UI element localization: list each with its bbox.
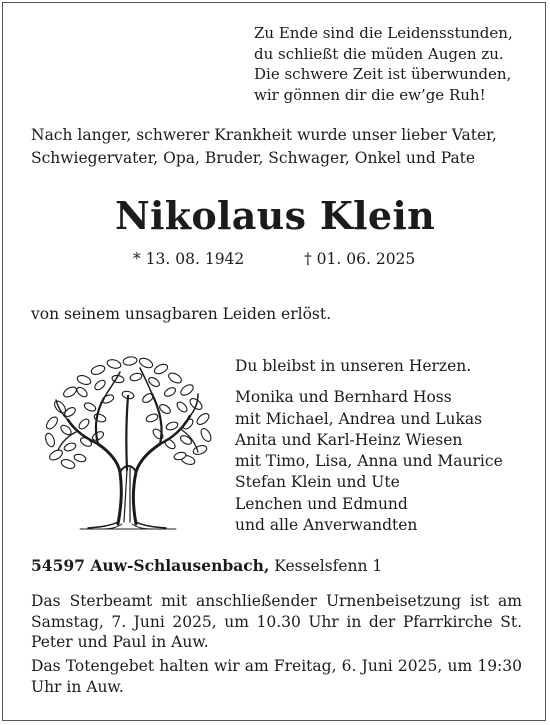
mourner-line: Anita und Karl-Heinz Wiesen <box>235 430 463 449</box>
mourner-line: Monika und Bernhard Hoss <box>235 388 452 407</box>
service-info <box>31 591 522 701</box>
poem-line: du schließt die müden Augen zu. <box>254 44 504 63</box>
intro-line: Nach langer, schwerer Krankheit wurde unser lieber Vater, <box>31 126 497 144</box>
intro-line: Schwiegervater, Opa, Bruder, Schwager, Onkel und Pate <box>31 149 476 167</box>
address-place: 54597 Auw-Schlausenbach, <box>31 556 270 575</box>
mourners-list <box>235 356 535 536</box>
intro-text <box>31 124 531 170</box>
prayer-service-text: Das Totengebet halten wir am Freitag, 6. Juni 2025, um 19:30 Uhr in Auw. <box>31 657 522 696</box>
address-street: Kesselsfenn 1 <box>274 557 383 575</box>
birth-date: * 13. 08. 1942 <box>133 250 245 268</box>
motto: Du bleibst in unseren Herzen. <box>235 357 472 375</box>
mourner-line: Stefan Klein und Ute <box>235 473 400 492</box>
poem-line: wir gönnen dir die ew’ge Ruh! <box>254 85 486 104</box>
poem-line: Zu Ende sind die Leidensstunden, <box>254 24 513 42</box>
mourner-line: mit Timo, Lisa, Anna und Maurice <box>235 452 503 471</box>
deceased-name: Nikolaus Klein <box>114 193 436 238</box>
tree-illustration <box>40 352 215 530</box>
death-date: † 01. 06. 2025 <box>304 250 416 268</box>
mourner-line: und alle Anverwandten <box>235 516 418 535</box>
address <box>31 556 382 575</box>
funeral-mass-text: Das Sterbeamt mit anschließender Urnenbeisetzung ist am Samstag, 7. Juni 2025, um 10.30 Uhr in der Pfarrkirche St. Peter und Paul in Auw. <box>31 592 522 652</box>
poem-line: Die schwere Zeit ist überwunden, <box>254 65 512 83</box>
mourner-line: Lenchen und Edmund <box>235 494 408 513</box>
released-text: von seinem unsagbaren Leiden erlöst. <box>31 305 332 323</box>
mourner-line: mit Michael, Andrea und Lukas <box>235 409 483 428</box>
poem <box>254 23 544 105</box>
